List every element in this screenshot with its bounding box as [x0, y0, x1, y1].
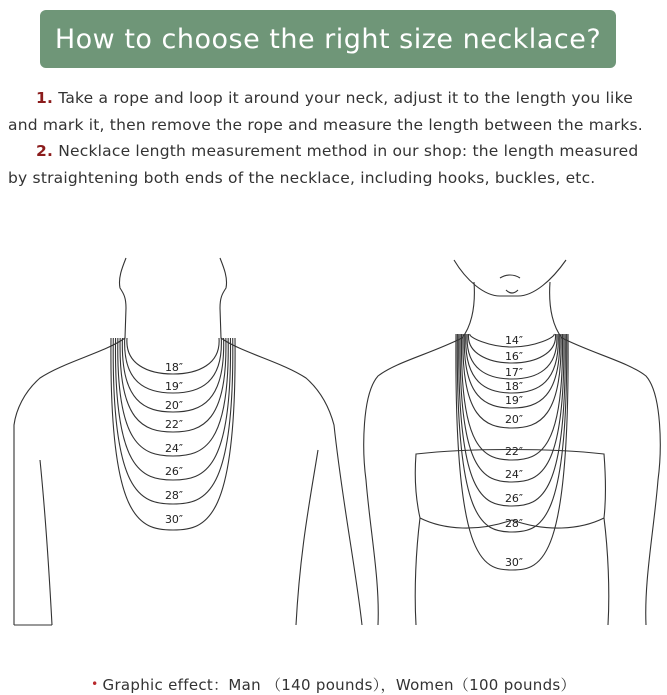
- woman-label-14: 14″: [504, 334, 524, 347]
- man-label-18: 18″: [164, 361, 184, 374]
- woman-label-16: 16″: [504, 350, 524, 363]
- woman-label-26: 26″: [504, 492, 524, 505]
- step-2-number: 2.: [36, 142, 54, 160]
- man-head-outline: [14, 258, 362, 625]
- woman-label-18: 18″: [504, 380, 524, 393]
- man-label-19: 19″: [164, 380, 184, 393]
- man-length-labels: [165, 361, 183, 526]
- woman-label-24: 24″: [504, 468, 524, 481]
- necklace-length-diagram: [0, 250, 667, 630]
- banner-title: How to choose the right size necklace?: [54, 23, 602, 55]
- woman-figure: [364, 260, 660, 625]
- woman-length-labels: [505, 334, 523, 569]
- instructions: [8, 85, 658, 191]
- man-figure: [14, 258, 362, 625]
- woman-label-20: 20″: [504, 413, 524, 426]
- woman-label-22: 22″: [504, 445, 524, 458]
- man-label-20: 20″: [164, 399, 184, 412]
- bullet-icon: •: [91, 677, 99, 691]
- man-label-26: 26″: [164, 465, 184, 478]
- step-2: [8, 138, 658, 191]
- woman-label-17: 17″: [504, 366, 524, 379]
- woman-label-28: 28″: [504, 517, 524, 530]
- woman-label-30: 30″: [504, 556, 524, 569]
- woman-label-19: 19″: [504, 394, 524, 407]
- man-label-28: 28″: [164, 489, 184, 502]
- step-1: [8, 85, 658, 138]
- graphic-effect-text: Graphic effect：Man （140 pounds），Women（100 pounds）: [102, 676, 576, 694]
- step-2-text: Necklace length measurement method in our shop: the length measured by straightening both ends of the necklace, including hooks, buckles, etc.: [8, 142, 639, 187]
- step-1-number: 1.: [36, 89, 54, 107]
- man-label-24: 24″: [164, 442, 184, 455]
- woman-arm-line: [415, 518, 609, 625]
- graphic-effect-note: [0, 674, 667, 695]
- man-label-22: 22″: [164, 418, 184, 431]
- step-1-text: Take a rope and loop it around your neck, adjust it to the length you like and mark it, then remove the rope and measure the length between the marks.: [8, 89, 643, 134]
- title-banner: [40, 10, 616, 68]
- man-label-30: 30″: [164, 513, 184, 526]
